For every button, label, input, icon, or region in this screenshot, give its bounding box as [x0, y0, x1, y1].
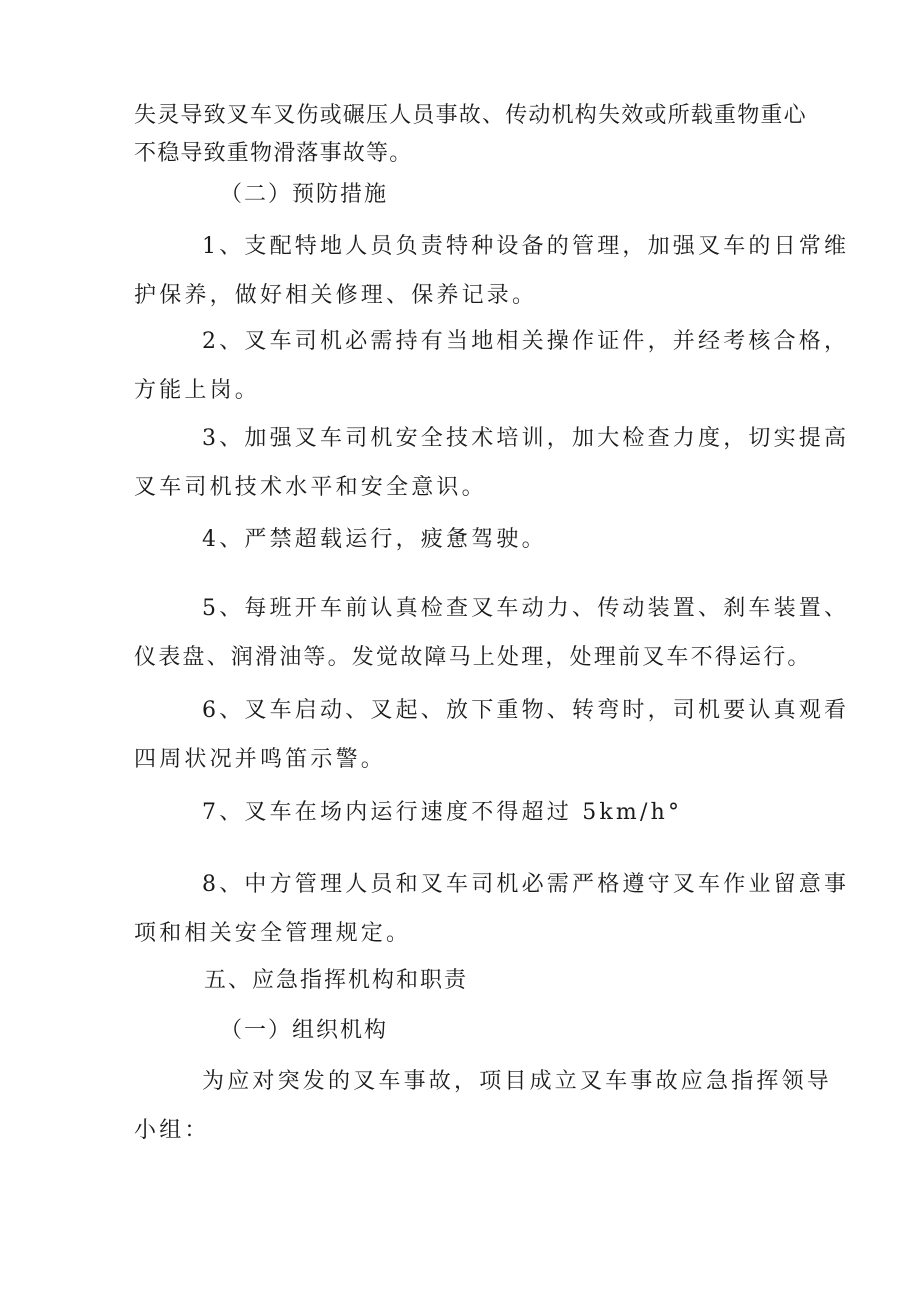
paragraph-line: 项和相关安全管理规定。 — [134, 921, 412, 946]
paragraph-item-8 — [134, 860, 850, 958]
heading-prevention-measures: （二）预防措施 — [220, 182, 389, 207]
paragraph-item-6 — [134, 686, 850, 784]
paragraph-leadership-group — [134, 1057, 833, 1155]
paragraph-line: 护保养，做好相关修理、保养记录。 — [134, 283, 538, 308]
paragraph-line: 2、叉车司机必需持有当地相关操作证件，并经考核合格， — [202, 329, 850, 354]
paragraph-line: 1、支配特地人员负责特种设备的管理，加强叉车的日常维 — [202, 234, 850, 259]
paragraph-line: 7、叉车在场内运行速度不得超过 5km/h° — [202, 800, 683, 825]
paragraph-line: 仪表盘、润滑油等。发觉故障马上处理，处理前叉车不得运行。 — [134, 645, 812, 670]
paragraph-line: 8、中方管理人员和叉车司机必需严格遵守叉车作业留意事 — [202, 872, 850, 897]
heading-organization: （一）组织机构 — [220, 1018, 389, 1043]
paragraph-line: 失灵导致叉车叉伤或碾压人员事故、传动机构失效或所载重物重心 — [134, 103, 807, 128]
heading-emergency-command: 五、应急指挥机构和职责 — [204, 968, 469, 993]
paragraph-line: 方能上岗。 — [134, 378, 261, 403]
paragraph-line: 不稳导致重物滑落事故等。 — [134, 141, 413, 166]
paragraph-item-1 — [134, 222, 850, 320]
paragraph-line: 5、每班开车前认真检查叉车动力、传动装置、刹车装置、 — [202, 596, 850, 621]
paragraph-item-4 — [134, 515, 799, 564]
paragraph-line: 4、严禁超载运行，疲惫驾驶。 — [202, 527, 547, 552]
paragraph-accident-causes — [134, 97, 807, 173]
paragraph-line: 3、加强叉车司机安全技术培训，加大检查力度，切实提高 — [202, 426, 850, 451]
paragraph-line: 叉车司机技术水平和安全意识。 — [134, 475, 487, 500]
paragraph-line: 四周状况并鸣笛示警。 — [134, 747, 387, 772]
paragraph-line: 6、叉车启动、叉起、放下重物、转弯时，司机要认真观看 — [202, 698, 850, 723]
paragraph-line: 为应对突发的叉车事故，项目成立叉车事故应急指挥领导 — [202, 1069, 833, 1094]
paragraph-item-7 — [134, 788, 799, 837]
paragraph-item-3 — [134, 414, 850, 512]
paragraph-item-2 — [134, 317, 850, 415]
paragraph-item-5 — [134, 584, 850, 682]
paragraph-line: 小组： — [134, 1118, 210, 1143]
